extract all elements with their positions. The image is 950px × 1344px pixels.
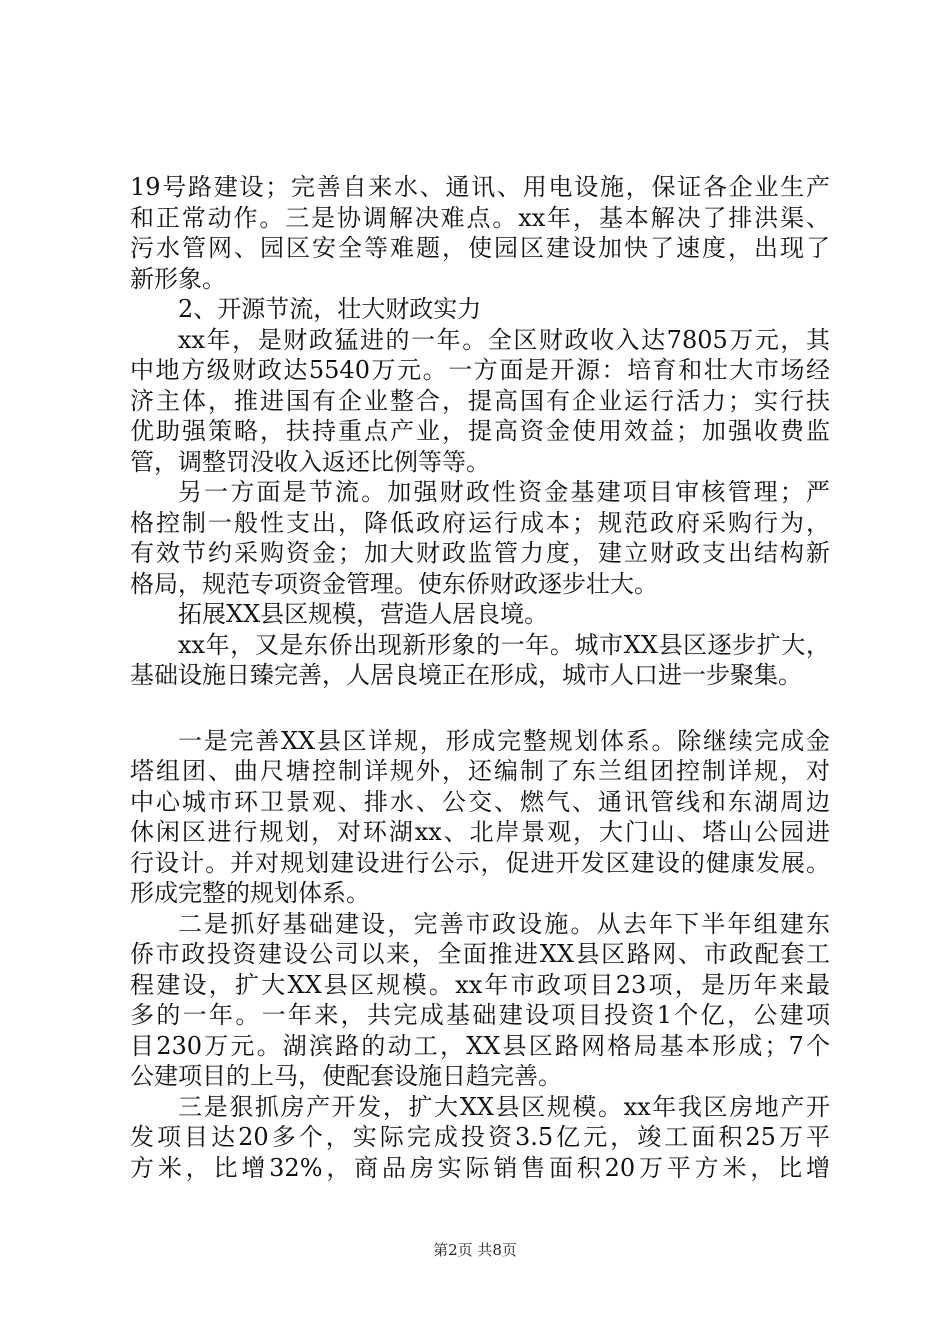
text-line: 塔组团、曲尺塘控制详规外，还编制了东兰组团控制详规，对 bbox=[130, 757, 830, 785]
document-body bbox=[130, 172, 830, 1183]
text-line: xx年，是财政猛进的一年。全区财政收入达7805万元，其 bbox=[178, 325, 830, 354]
text-line: 和正常动作。三是协调解决难点。xx年，基本解决了排洪渠、 bbox=[130, 203, 830, 232]
paragraph-gap bbox=[130, 691, 830, 726]
text-line: 有效节约采购资金；加大财政监管力度，建立财政支出结构新 bbox=[130, 539, 830, 567]
text-line: 休闲区进行规划，对环湖xx、北岸景观，大门山、塔山公园进 bbox=[130, 818, 830, 846]
text-line: 中地方级财政达5540万元。一方面是开源：培育和壮大市场经 bbox=[130, 356, 830, 384]
page-number-label: 第2页 共8页 bbox=[433, 1241, 517, 1259]
text-line: 济主体，推进国有企业整合，提高国有企业运行活力；实行扶 bbox=[130, 386, 830, 415]
text-line: 优助强策略，扶持重点产业，提高资金使用效益；加强收费监 bbox=[130, 417, 830, 445]
text-line: 中心城市环卫景观、排水、公交、燃气、通讯管线和东湖周边 bbox=[130, 787, 830, 816]
text-line: 侨市政投资建设公司以来，全面推进XX县区路网、市政配套工 bbox=[130, 940, 830, 968]
section-heading: 拓展XX县区规模，营造人居良境。 bbox=[178, 600, 549, 628]
text-line: 目230万元。湖滨路的动工，XX县区路网格局基本形成；7个 bbox=[130, 1031, 830, 1060]
text-line: 管，调整罚没收入返还比例等等。 bbox=[130, 447, 490, 476]
text-line: 公建项目的上马，使配套设施日趋完善。 bbox=[130, 1062, 562, 1090]
text-line: 格控制一般性支出，降低政府运行成本；规范政府采购行为， bbox=[130, 508, 830, 537]
text-line: 基础设施日臻完善，人居良境正在形成，城市人口进一步聚集。 bbox=[130, 661, 802, 689]
text-line: 形成完整的规划体系。 bbox=[130, 879, 370, 907]
text-line: 另一方面是节流。加强财政性资金基建项目审核管理；严 bbox=[178, 478, 830, 506]
text-line: xx年，又是东侨出现新形象的一年。城市XX县区逐步扩大， bbox=[178, 630, 830, 659]
text-line: 新形象。 bbox=[130, 264, 226, 293]
text-line: 方米，比增32%，商品房实际销售面积20万平方米，比增 bbox=[130, 1153, 830, 1182]
page-footer bbox=[0, 1240, 950, 1260]
text-line: 程建设，扩大XX县区规模。xx年市政项目23项，是历年来最 bbox=[130, 970, 830, 999]
text-line: 二是抓好基础建设，完善市政设施。从去年下半年组建东 bbox=[178, 909, 830, 938]
text-line: 行设计。并对规划建设进行公示，促进开发区建设的健康发展。 bbox=[130, 848, 830, 877]
section-heading: 2、开源节流，壮大财政实力 bbox=[178, 295, 482, 323]
text-line: 多的一年。一年来，共完成基础建设项目投资1个亿，公建项 bbox=[130, 1001, 830, 1029]
text-line: 三是狠抓房产开发，扩大XX县区规模。xx年我区房地产开 bbox=[178, 1092, 830, 1121]
text-line: 发项目达20多个，实际完成投资3.5亿元，竣工面积25万平 bbox=[130, 1123, 830, 1151]
text-line: 19号路建设；完善自来水、通讯、用电设施，保证各企业生产 bbox=[130, 173, 830, 201]
text-line: 一是完善XX县区详规，形成完整规划体系。除继续完成金 bbox=[178, 726, 830, 755]
text-line: 污水管网、园区安全等难题，使园区建设加快了速度，出现了 bbox=[130, 234, 830, 262]
text-line: 格局，规范专项资金管理。使东侨财政逐步壮大。 bbox=[130, 569, 658, 598]
